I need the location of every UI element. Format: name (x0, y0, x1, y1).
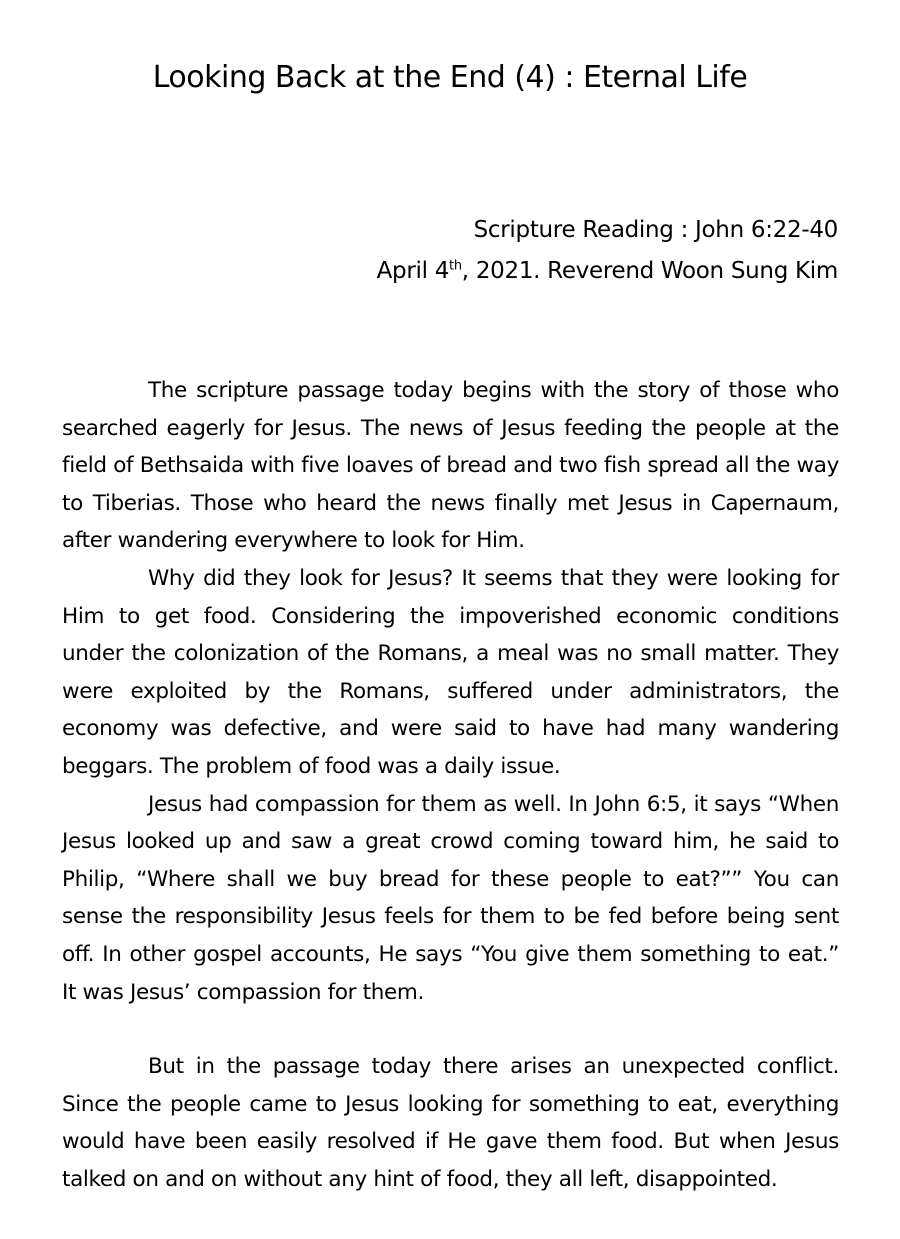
body-section-1 (62, 372, 839, 1011)
date-suffix: , 2021. Reverend Woon Sung Kim (461, 258, 838, 284)
paragraph: Why did they look for Jesus? It seems that they were looking for Him to get food. Considering the impoverished economic conditions under the colonization of the Romans, a meal was no small matter. They were exploited by the Romans, suffered under administrators, the economy was defective, and were said to have had many wandering beggars. The problem of food was a daily issue. (62, 565, 839, 779)
date-ordinal-suffix: th (449, 258, 462, 274)
sermon-date-line (377, 251, 838, 292)
paragraph: Jesus had compassion for them as well. In John 6:5, it says “When Jesus looked up and saw a great crowd coming toward him, he said to Philip, “Where shall we buy bread for these people to eat?”” You can sense the responsibility Jesus feels for them to be fed before being sent off. In other gospel accounts, He says “You give them something to eat.” It was Jesus’ compassion for them. (62, 791, 839, 1005)
date-prefix: April 4 (376, 258, 450, 284)
sermon-meta (377, 210, 838, 292)
paragraph: But in the passage today there arises an unexpected conflict. Since the people came to Jesus looking for something to eat, everything would have been easily resolved if He gave them food. But when Jesus talked on and on without any hint of food, they all left, disappointed. (62, 1054, 839, 1192)
sermon-title: Looking Back at the End (4) : Eternal Life (152, 60, 748, 95)
paragraph: The scripture passage today begins with the story of those who searched eagerly for Jesus. The news of Jesus feeding the people at the field of Bethsaida with five loaves of bread and two fish spread all the way to Tiberias. Those who heard the news finally met Jesus in Capernaum, after wandering everywhere to look for Him. (62, 378, 839, 554)
body-section-2 (62, 1048, 839, 1198)
scripture-reading: Scripture Reading : John 6:22-40 (473, 217, 838, 243)
